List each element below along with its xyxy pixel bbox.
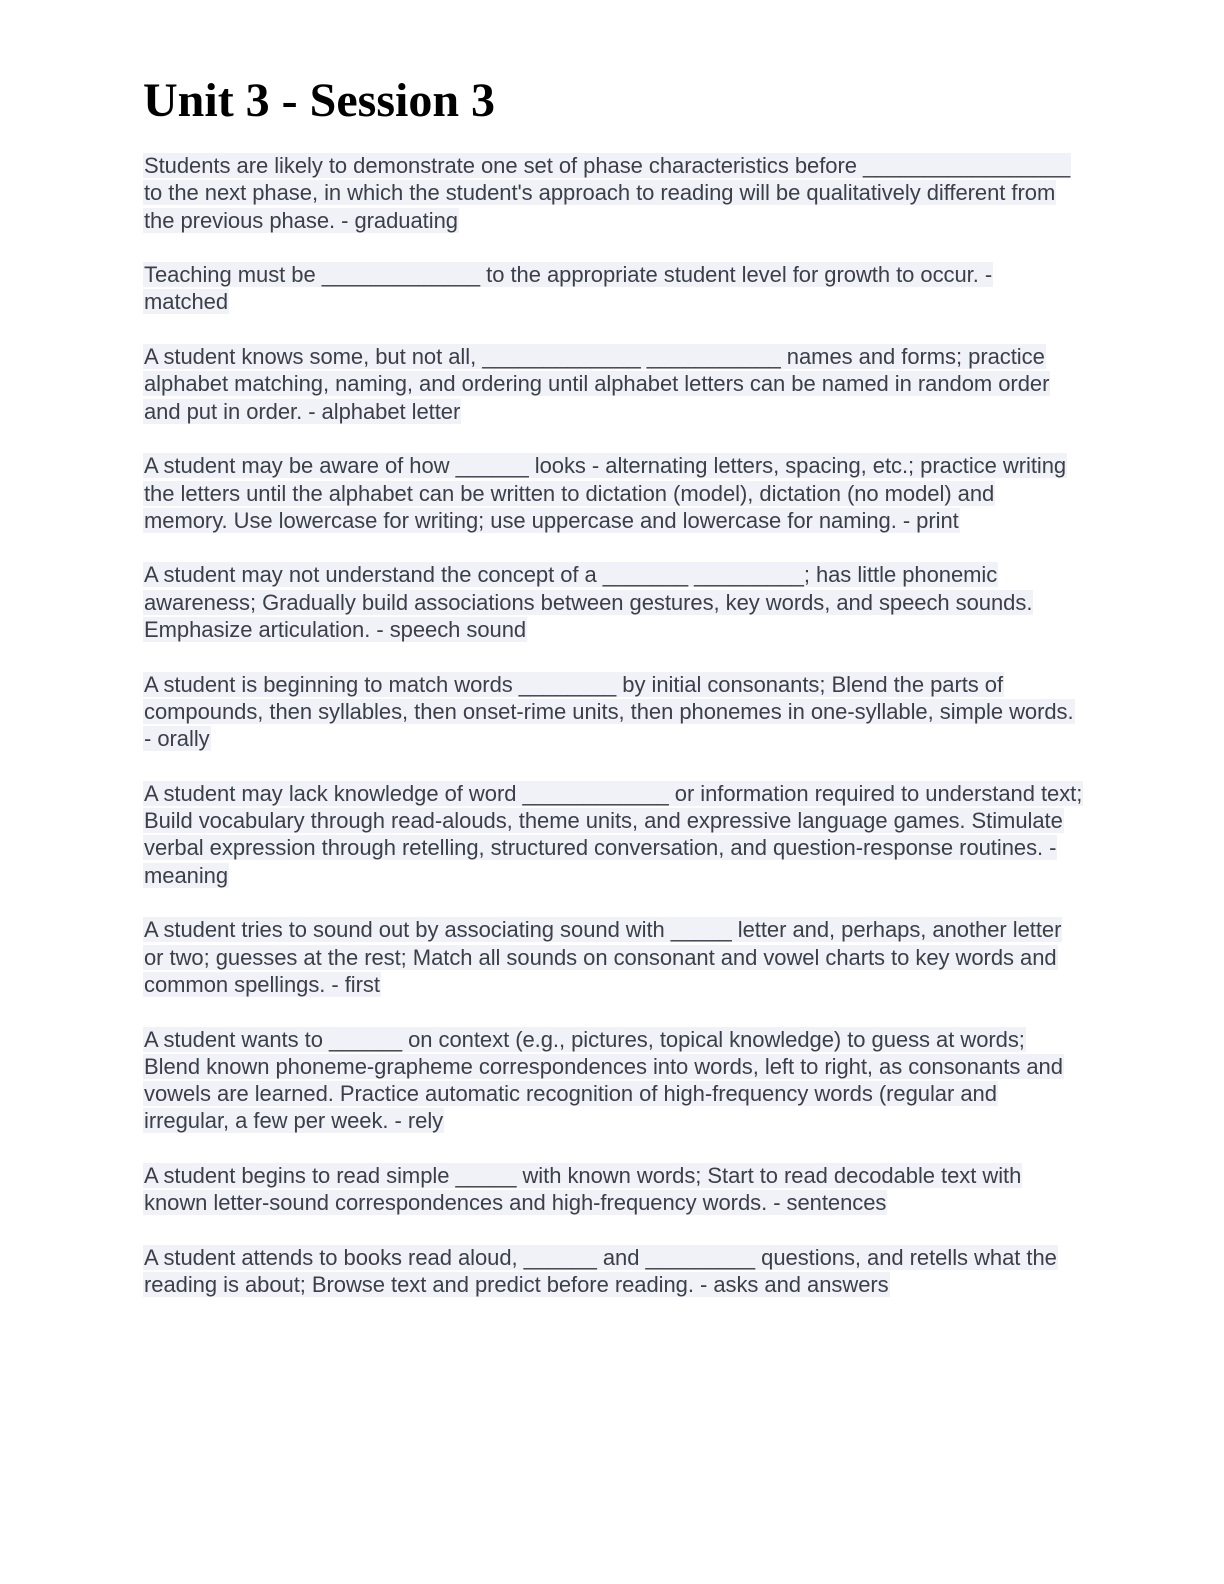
- flashcard-item: [143, 561, 1083, 643]
- flashcard-item: [143, 452, 1083, 534]
- flashcard-text: A student may lack knowledge of word ____________ or information required to understand text; Build vocabulary through read-alouds, theme units, and expressive language games. Stimulate verbal expression through retelling, structured conversation, and question-response routines. - meaning: [144, 780, 1083, 888]
- flashcard-text: A student wants to ______ on context (e.g., pictures, topical knowledge) to guess at words; Blend known phoneme-grapheme correspondences into words, left to right, as consonants and vowels are learned. Practice automatic recognition of high-frequency words (regular and irregular, a few per week. - rely: [144, 1026, 1063, 1134]
- flashcard-item: [143, 1244, 1083, 1299]
- flashcard-text: A student may not understand the concept of a _______ _________; has little phonemic awareness; Gradually build associations between gestures, key words, and speech sounds. Emphasize articulation. - speech sound: [144, 562, 1033, 643]
- flashcard-item: [143, 780, 1083, 889]
- flashcard-item: [143, 152, 1083, 234]
- flashcard-text: Students are likely to demonstrate one set of phase characteristics before _________________ to the next phase, in which the student's approach to reading will be qualitatively different from the previous phase. - graduating: [144, 153, 1071, 233]
- flashcard-list: [143, 152, 1083, 1298]
- flashcard-item: [143, 1026, 1083, 1135]
- flashcard-text: A student tries to sound out by associating sound with _____ letter and, perhaps, another letter or two; guesses at the rest; Match all sounds on consonant and vowel charts to key words and common spellings. - first: [144, 917, 1062, 997]
- flashcard-item: [143, 261, 1083, 316]
- flashcard-item: [143, 1162, 1083, 1217]
- flashcard-text: A student may be aware of how ______ looks - alternating letters, spacing, etc.; practice writing the letters until the alphabet can be written to dictation (model), dictation (no model) and memory. Use lowercase for writing; use uppercase and lowercase for naming. - print: [144, 453, 1067, 533]
- flashcard-text: Teaching must be _____________ to the appropriate student level for growth to occur. - matched: [144, 262, 993, 315]
- flashcard-item: [143, 343, 1083, 425]
- document-page: [143, 72, 1083, 1326]
- page-title: Unit 3 - Session 3: [143, 74, 496, 127]
- flashcard-text: A student knows some, but not all, _____________ ___________ names and forms; practice alphabet matching, naming, and ordering until alphabet letters can be named in random order and put in order. - alphabet letter: [144, 344, 1050, 424]
- flashcard-item: [143, 916, 1083, 998]
- flashcard-text: A student attends to books read aloud, ______ and _________ questions, and retells what the reading is about; Browse text and predict before reading. - asks and answers: [144, 1244, 1057, 1298]
- flashcard-text: A student is beginning to match words ________ by initial consonants; Blend the parts of compounds, then syllables, then onset-rime units, then phonemes in one-syllable, simple words. - orally: [144, 671, 1074, 752]
- flashcard-item: [143, 671, 1083, 753]
- flashcard-text: A student begins to read simple _____ with known words; Start to read decodable text with known letter-sound correspondences and high-frequency words. - sentences: [144, 1162, 1022, 1216]
